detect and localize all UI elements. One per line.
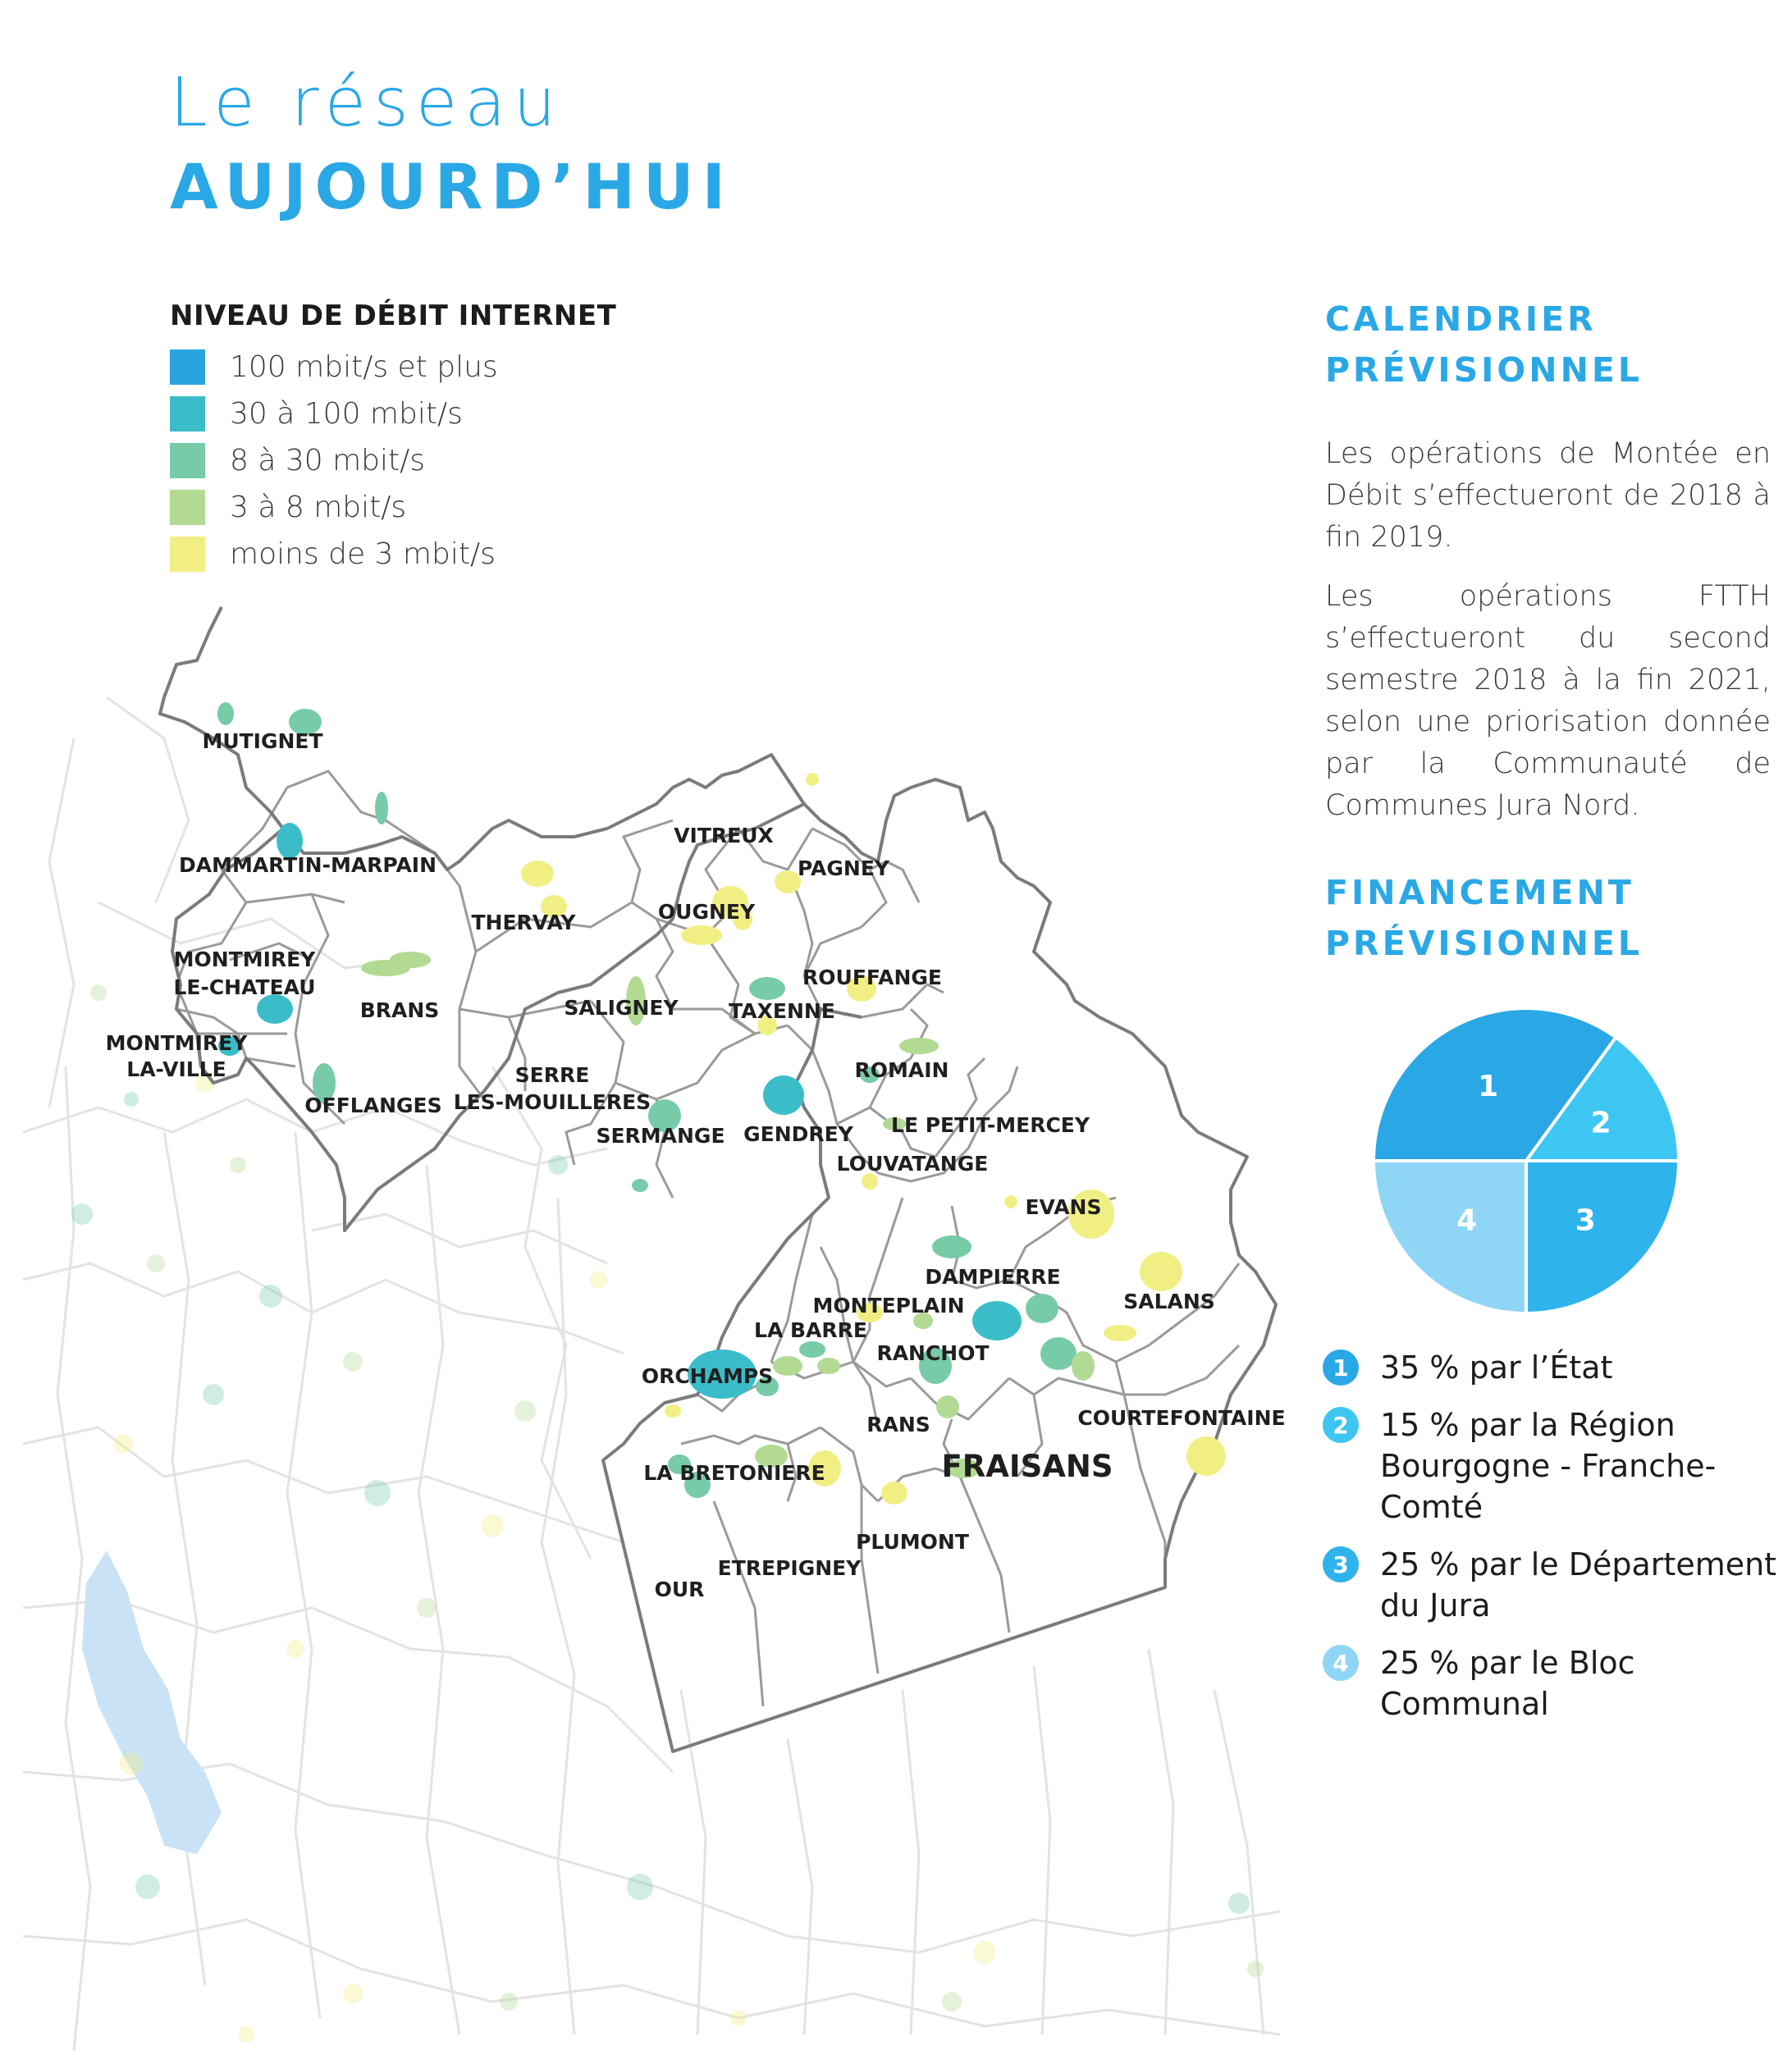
commune-label: THERVAY bbox=[471, 911, 576, 934]
legend-item bbox=[170, 437, 616, 484]
pie-slice-label-1: 1 bbox=[1478, 1069, 1499, 1103]
commune-label: BRANS bbox=[359, 998, 440, 1022]
commune-label: DAMMARTIN-MARPAIN bbox=[178, 853, 437, 877]
legend-swatch-100 bbox=[170, 349, 205, 385]
funding-number-badge: 4 bbox=[1323, 1645, 1359, 1681]
commune-label: LES-MOUILLERES bbox=[453, 1090, 651, 1114]
commune-label: TAXENNE bbox=[729, 999, 835, 1023]
pie-svg bbox=[1370, 1005, 1682, 1317]
commune-label: LE PETIT-MERCEY bbox=[891, 1113, 1090, 1137]
legend-title: NIVEAU DE DÉBIT INTERNET bbox=[170, 299, 617, 332]
calendar-heading bbox=[1325, 294, 1643, 395]
commune-label: LA BARRE bbox=[754, 1318, 867, 1342]
pie-slice-label-2: 2 bbox=[1590, 1106, 1611, 1140]
pie-slice-3 bbox=[1526, 1161, 1679, 1313]
funding-heading bbox=[1325, 867, 1643, 969]
commune-label: OFFLANGES bbox=[304, 1094, 442, 1117]
commune-label: SALANS bbox=[1123, 1290, 1215, 1313]
pie-slice-label-3: 3 bbox=[1575, 1203, 1596, 1238]
commune-label: RANS bbox=[866, 1413, 930, 1436]
commune-label: SERRE bbox=[514, 1063, 590, 1087]
calendar-heading-line2: PRÉVISIONNEL bbox=[1325, 350, 1643, 390]
funding-item bbox=[1323, 1544, 1782, 1626]
commune-label: DAMPIERRE bbox=[925, 1265, 1061, 1289]
commune-label: FRAISANS bbox=[941, 1449, 1113, 1484]
commune-label: EVANS bbox=[1025, 1195, 1102, 1219]
commune-label: LA BRETONIERE bbox=[643, 1461, 825, 1485]
commune-label: GENDREY bbox=[743, 1122, 853, 1146]
funding-text: 35 % par l’État bbox=[1380, 1349, 1613, 1386]
commune-label: PAGNEY bbox=[798, 856, 889, 880]
legend-label: 30 à 100 mbit/s bbox=[230, 397, 463, 431]
lake bbox=[82, 1550, 222, 1854]
legend-swatch-under-3 bbox=[170, 537, 205, 572]
page-title-line1: Le réseau bbox=[170, 64, 564, 142]
commune-label: ROUFFANGE bbox=[802, 966, 942, 989]
commune-label: PLUMONT bbox=[856, 1530, 969, 1554]
page-title-line2: AUJOURD’HUI bbox=[170, 150, 734, 223]
speed-legend bbox=[170, 299, 616, 578]
commune-label: LOUVATANGE bbox=[836, 1152, 989, 1176]
funding-item bbox=[1323, 1404, 1782, 1528]
commune-label: ROMAIN bbox=[854, 1058, 949, 1082]
commune-label: SERMANGE bbox=[596, 1124, 725, 1148]
legend-item bbox=[170, 531, 616, 578]
commune-label: SALIGNEY bbox=[564, 996, 679, 1020]
legend-item bbox=[170, 390, 616, 437]
commune-label: VITREUX bbox=[674, 824, 774, 847]
funding-heading-line1: FINANCEMENT bbox=[1325, 873, 1634, 912]
funding-text: 15 % par la Région Bourgogne - Franche-Comté bbox=[1380, 1407, 1717, 1525]
funding-item bbox=[1323, 1642, 1782, 1724]
commune-label: ETREPIGNEY bbox=[717, 1556, 862, 1580]
funding-list bbox=[1323, 1347, 1782, 1741]
commune-label: LE-CHATEAU bbox=[173, 975, 316, 999]
legend-swatch-30-100 bbox=[170, 396, 205, 432]
commune-label: RANCHOT bbox=[876, 1341, 990, 1365]
calendar-paragraph-2: Les opérations FTTH s’effectueront du second semestre 2018 à la fin 2021, selon une priorisation donnée par la Communauté de Communes Jura Nord. bbox=[1325, 580, 1771, 822]
funding-number-badge: 2 bbox=[1323, 1407, 1359, 1443]
funding-pie-chart bbox=[1370, 1005, 1682, 1317]
legend-label: 3 à 8 mbit/s bbox=[230, 491, 407, 524]
map-svg bbox=[0, 574, 1296, 2055]
calendar-paragraph-1: Les opérations de Montée en Débit s’effectueront de 2018 à fin 2019. bbox=[1325, 437, 1771, 554]
legend-label: 8 à 30 mbit/s bbox=[230, 444, 426, 477]
legend-item bbox=[170, 344, 616, 390]
funding-text: 25 % par le Bloc Communal bbox=[1380, 1645, 1635, 1722]
funding-text: 25 % par le Département du Jura bbox=[1380, 1546, 1777, 1623]
legend-label: moins de 3 mbit/s bbox=[230, 537, 496, 571]
legend-item bbox=[170, 484, 616, 531]
commune-label: MONTMIREY bbox=[173, 948, 316, 971]
commune-label: OUR bbox=[654, 1578, 705, 1601]
funding-number-badge: 3 bbox=[1323, 1546, 1359, 1582]
funding-number-badge: 1 bbox=[1323, 1349, 1359, 1386]
calendar-heading-line1: CALENDRIER bbox=[1325, 299, 1597, 339]
commune-label: MONTMIREY bbox=[105, 1031, 248, 1055]
funding-heading-line2: PRÉVISIONNEL bbox=[1325, 924, 1643, 963]
commune-label: MONTEPLAIN bbox=[812, 1294, 965, 1317]
commune-label: COURTEFONTAINE bbox=[1077, 1406, 1286, 1430]
funding-item bbox=[1323, 1347, 1782, 1388]
commune-label: MUTIGNET bbox=[202, 729, 323, 753]
commune-label: OUGNEY bbox=[657, 900, 756, 924]
pie-slice-4 bbox=[1374, 1161, 1526, 1313]
legend-swatch-3-8 bbox=[170, 490, 205, 525]
legend-label: 100 mbit/s et plus bbox=[230, 350, 498, 384]
legend-swatch-8-30 bbox=[170, 443, 205, 478]
territory-map[interactable] bbox=[0, 574, 1296, 2055]
commune-labels bbox=[106, 729, 1286, 1601]
pie-slice-label-4: 4 bbox=[1456, 1203, 1478, 1238]
commune-label: LA-VILLE bbox=[126, 1057, 226, 1081]
commune-label: ORCHAMPS bbox=[641, 1364, 774, 1388]
